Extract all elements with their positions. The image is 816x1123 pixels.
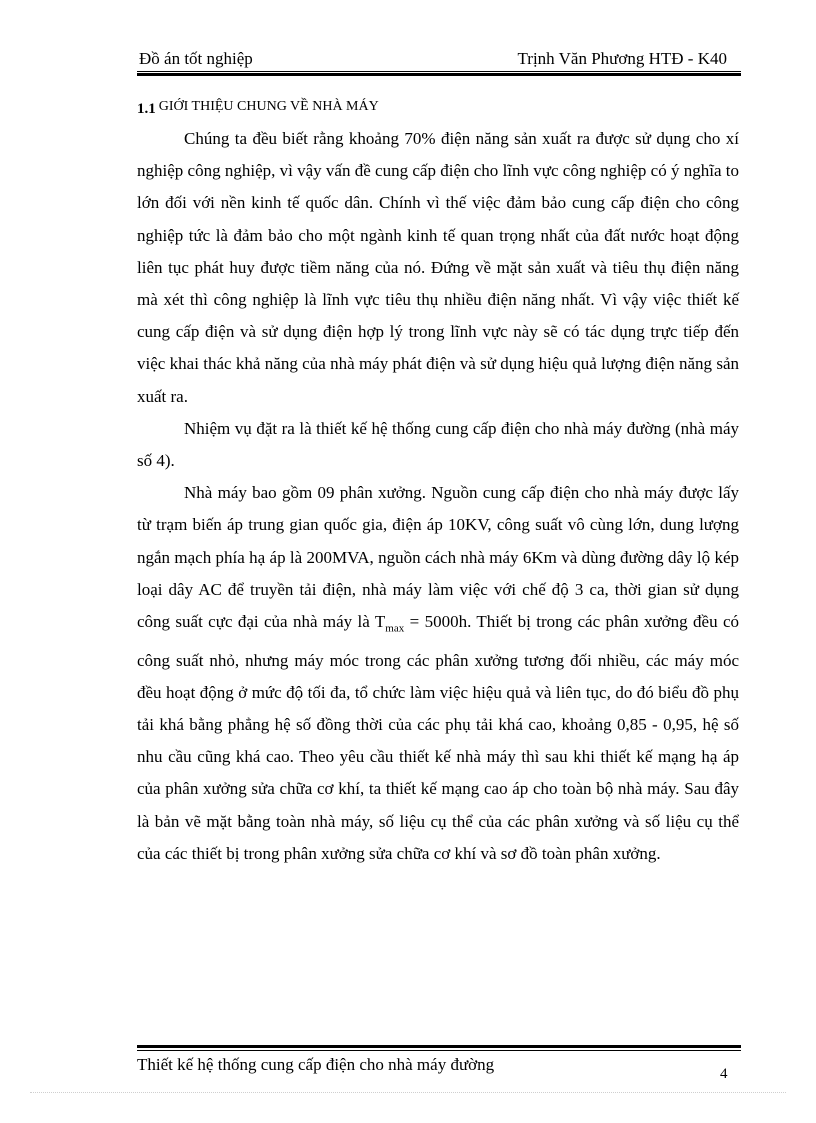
- header-rule-bottom: [137, 73, 741, 76]
- section-number: 1.1: [137, 101, 156, 117]
- section-title: GIỚI THIỆU CHUNG VỀ NHÀ MÁY: [158, 99, 379, 114]
- page-number: 4: [720, 1066, 728, 1082]
- page-edge-divider: [30, 1092, 786, 1093]
- page-header: [137, 49, 741, 71]
- paragraph-plant-text-after: = 5000h. Thiết bị trong các phân xưởng đều có công suất nhỏ, nhưng máy móc trong các phân xưởng tương đối nhiều, các máy móc đều hoạt động ở mức độ tối đa, tổ chức làm việc hiệu quả và liên tục, do đó biểu đồ phụ tải khá bằng phẳng hệ số đồng thời của các phụ tải khá cao, khoảng 0,85 - 0,95, hệ số nhu cầu cũng khá cao. Theo yêu cầu thiết kế nhà máy thì sau khi thiết kế mạng hạ áp của phân xưởng sửa chữa cơ khí, ta thiết kế mạng cao áp cho toàn bộ nhà máy. Sau đây là bản vẽ mặt bằng toàn nhà máy, số liệu cụ thể của các phân xưởng và số liệu cụ thể của các thiết bị trong phân xưởng sửa chữa cơ khí và sơ đồ toàn phân xưởng.: [137, 612, 739, 863]
- footer-rule-bottom: [137, 1050, 741, 1051]
- footer-title: Thiết kế hệ thống cung cấp điện cho nhà máy đường: [137, 1055, 495, 1074]
- paragraph-task: Nhiệm vụ đặt ra là thiết kế hệ thống cung cấp điện cho nhà máy đường (nhà máy số 4).: [137, 418, 739, 471]
- tmax-subscript: max: [385, 622, 405, 635]
- body-text: [137, 123, 739, 870]
- footer-rule-top: [137, 1045, 741, 1048]
- paragraph-industry-importance: Chúng ta đều biết rằng khoảng 70% điện năng sản xuất ra được sử dụng cho xí nghiệp công nghiệp, vì vậy vấn đề cung cấp điện cho lĩnh vực công nghiệp có ý nghĩa to lớn đối với nền kinh tế quốc dân. Chính vì thế việc đảm bảo cung cấp điện cho công nghiệp tức là đảm bảo cho một ngành kinh tế quan trọng nhất của đất nước hoạt động liên tục phát huy được tiềm năng của nó. Đứng về mặt sản xuất và tiêu thụ điện năng mà xét thì công nghiệp là lĩnh vực tiêu thụ nhiều điện năng nhất. Vì vậy việc thiết kế cung cấp điện và sử dụng điện hợp lý trong lĩnh vực này sẽ có tác dụng trực tiếp đến việc khai thác khả năng của nhà máy phát điện và sử dụng hiệu quả lượng điện năng sản xuất ra.: [137, 129, 739, 406]
- header-author: Trịnh Văn Phương HTĐ - K40: [517, 49, 727, 68]
- paragraph-plant-text-before: Nhà máy bao gồm 09 phân xưởng. Nguồn cung cấp điện cho nhà máy được lấy từ trạm biến áp trung gian quốc gia, điện áp 10KV, công suất vô cùng lớn, dung lượng ngắn mạch phía hạ áp là 200MVA, nguồn cách nhà máy 6Km và dùng đường dây lộ kép loại dây AC để truyền tải điện, nhà máy làm việc với chế độ 3 ca, thời gian sử dụng công suất cực đại của nhà máy là T: [137, 483, 739, 632]
- header-document-type: Đồ án tốt nghiệp: [139, 49, 253, 68]
- section-heading: [137, 96, 379, 119]
- paragraph-plant-description: [137, 477, 739, 870]
- header-rule-top: [137, 71, 741, 72]
- footer-rule: [137, 1045, 741, 1053]
